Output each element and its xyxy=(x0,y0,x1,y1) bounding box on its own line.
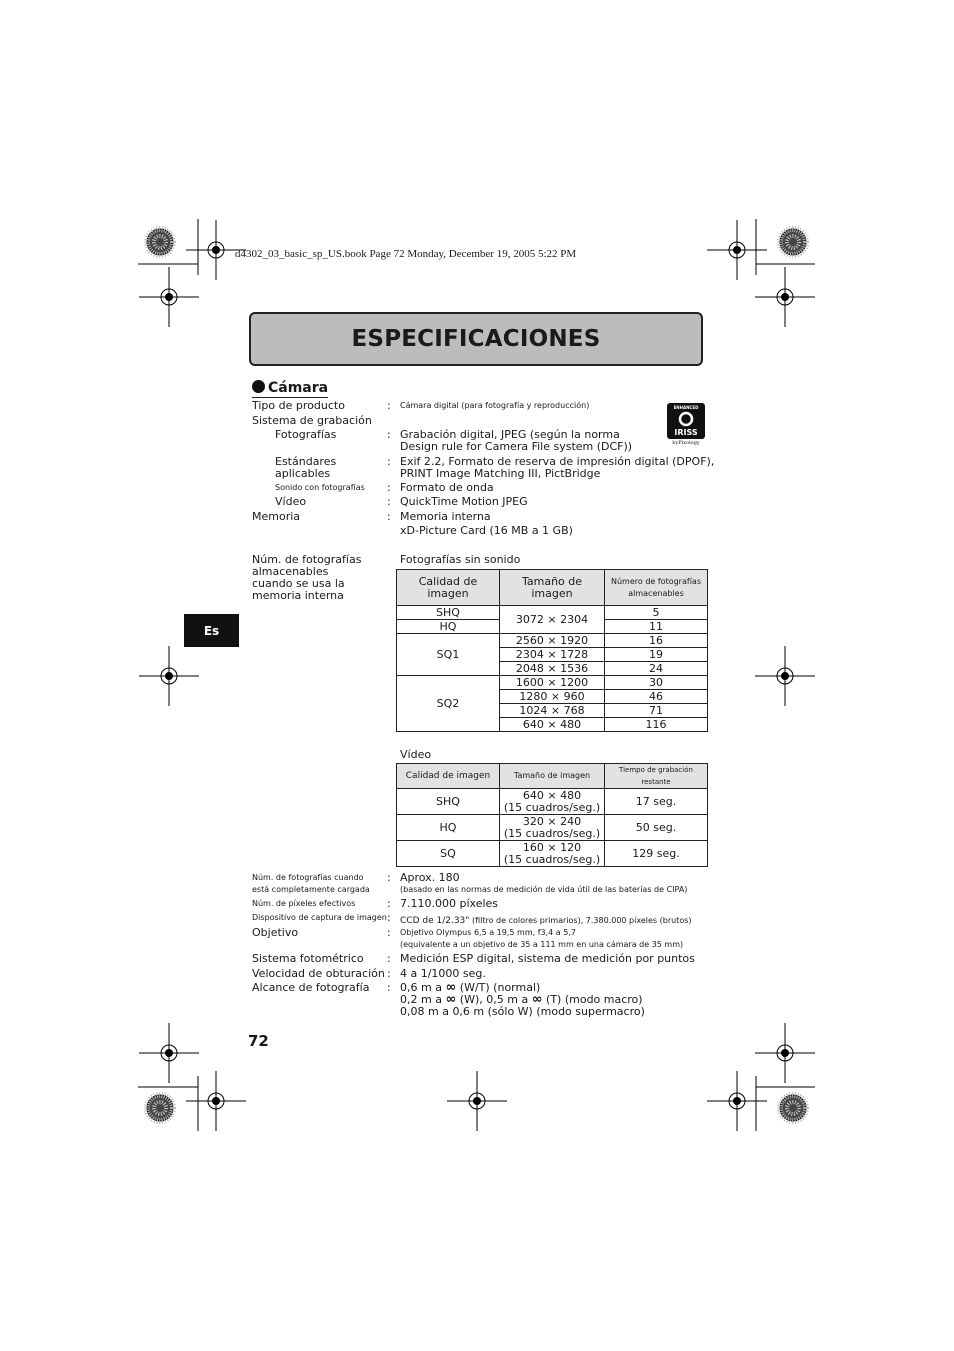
spec-label-memoria: Memoria xyxy=(252,510,301,523)
table-cell: SQ xyxy=(397,841,500,867)
spec-colon: : xyxy=(387,495,391,508)
table-cell: SQ2 xyxy=(397,676,500,732)
spec-colon: : xyxy=(387,428,391,441)
spec-value-alcance-3: 0,08 m a 0,6 m (sólo W) (modo supermacro) xyxy=(400,1005,645,1018)
spec-colon: : xyxy=(387,481,391,494)
spec-value-fotografias-2: Design rule for Camera File system (DCF)) xyxy=(400,440,633,453)
spec-value-estandares-2: PRINT Image Matching III, PictBridge xyxy=(400,467,601,480)
table-cell: 1600 × 1200 xyxy=(500,676,605,690)
iriss-logo xyxy=(667,403,705,445)
spec-label-objetivo: Objetivo xyxy=(252,926,299,939)
spec-colon: : xyxy=(387,510,391,523)
logo-brand-text: IRISS xyxy=(674,428,698,437)
table-header: Tamaño de imagen xyxy=(500,764,605,789)
table-cell: 30 xyxy=(605,676,708,690)
table-cell: 129 seg. xyxy=(605,841,708,867)
spec-value-velocidad: 4 a 1/1000 seg. xyxy=(400,967,486,980)
table-cell: 2048 × 1536 xyxy=(500,662,605,676)
page-number: 72 xyxy=(248,1032,269,1050)
infinity-icon: ∞ xyxy=(445,980,457,995)
photo-table-caption: Fotografías sin sonido xyxy=(400,553,521,566)
table-header: Tiempo de grabación restante xyxy=(605,764,708,789)
table-cell: SHQ xyxy=(397,606,500,620)
table-cell: 3072 × 2304 xyxy=(500,606,605,634)
spec-label-tipo: Tipo de producto xyxy=(252,399,345,412)
spec-value-bateria-1: Aprox. 180 xyxy=(400,871,460,884)
spec-value-ccd: CCD de 1/2.33" (filtro de colores primarios), 7.380.000 píxeles (brutos) xyxy=(400,916,692,926)
spec-label-alcance: Alcance de fotografía xyxy=(252,981,370,994)
table-cell: 16 xyxy=(605,634,708,648)
spec-label-video: Vídeo xyxy=(275,495,307,508)
page-title: ESPECIFICACIONES xyxy=(249,312,703,366)
table-cell: 2560 × 1920 xyxy=(500,634,605,648)
spec-label-fotografias: Fotografías xyxy=(275,428,337,441)
table-cell: 1024 × 768 xyxy=(500,704,605,718)
table-cell: 19 xyxy=(605,648,708,662)
table-cell: 50 seg. xyxy=(605,815,708,841)
spec-label-num-3: cuando se usa la xyxy=(252,577,345,590)
bullet-icon xyxy=(252,380,265,393)
spec-value-memoria-1: Memoria interna xyxy=(400,510,491,523)
table-cell: 11 xyxy=(605,620,708,634)
section-heading xyxy=(252,380,328,398)
spec-colon: : xyxy=(387,455,391,468)
table-cell: HQ xyxy=(397,815,500,841)
table-cell: 17 seg. xyxy=(605,789,708,815)
table-cell: 71 xyxy=(605,704,708,718)
spec-value-fotometrico: Medición ESP digital, sistema de medición por puntos xyxy=(400,952,695,965)
table-cell: 1280 × 960 xyxy=(500,690,605,704)
spec-colon: : xyxy=(387,981,391,994)
section-title: Cámara xyxy=(268,380,329,396)
spec-label-ccd: Dispositivo de captura de imagen xyxy=(252,913,387,922)
spec-value-bateria-2: (basado en las normas de medición de vida útil de las baterías de CIPA) xyxy=(400,885,688,894)
table-cell: 320 × 240 (15 cuadros/seg.) xyxy=(500,815,605,841)
logo-top-text: ENHANCED xyxy=(673,405,699,410)
spec-label-fotometrico: Sistema fotométrico xyxy=(252,952,364,965)
spec-value-memoria-2: xD-Picture Card (16 MB a 1 GB) xyxy=(400,524,573,537)
table-cell: 2304 × 1728 xyxy=(500,648,605,662)
table-header: Calidad de imagen xyxy=(397,764,500,789)
spec-value-alcance-1: 0,6 m a ∞ (W/T) (normal) xyxy=(400,980,541,995)
spec-label-sistema: Sistema de grabación xyxy=(252,414,372,427)
spec-label-estandares-1: Estándares xyxy=(275,455,337,468)
table-cell: 46 xyxy=(605,690,708,704)
table-cell: SHQ xyxy=(397,789,500,815)
infinity-icon: ∞ xyxy=(445,992,457,1007)
table-header: Calidad de imagen xyxy=(397,570,500,606)
spec-colon: : xyxy=(387,926,391,939)
spec-colon: : xyxy=(387,871,391,884)
spec-value-sonido: Formato de onda xyxy=(400,481,494,494)
spec-colon: : xyxy=(387,897,391,910)
spec-colon: : xyxy=(387,399,391,412)
spec-colon: : xyxy=(387,911,391,924)
table-cell: 160 × 120 (15 cuadros/seg.) xyxy=(500,841,605,867)
spec-label-num-4: memoria interna xyxy=(252,589,344,602)
spec-value-tipo: Cámara digital (para fotografía y reproducción) xyxy=(400,401,590,410)
spec-value-video: QuickTime Motion JPEG xyxy=(400,495,528,508)
table-cell: HQ xyxy=(397,620,500,634)
spec-label-num-1: Núm. de fotografías xyxy=(252,553,362,566)
book-header: d4302_03_basic_sp_US.book Page 72 Monday, December 19, 2005 5:22 PM xyxy=(235,248,577,260)
spec-value-objetivo-2: (equivalente a un objetivo de 35 a 111 mm en una cámara de 35 mm) xyxy=(400,940,684,949)
language-tab: Es xyxy=(184,614,239,647)
spec-label-estandares-2: aplicables xyxy=(275,467,331,480)
table-cell: 5 xyxy=(605,606,708,620)
infinity-icon: ∞ xyxy=(531,992,543,1007)
table-cell: 116 xyxy=(605,718,708,732)
table-cell: SQ1 xyxy=(397,634,500,676)
spec-colon: : xyxy=(387,967,391,980)
video-table-caption: Vídeo xyxy=(400,748,432,761)
table-header: Número de fotografías almacenables xyxy=(605,570,708,606)
logo-by-text: byPixology xyxy=(672,440,700,445)
spec-value-estandares-1: Exif 2.2, Formato de reserva de impresión digital (DPOF), xyxy=(400,455,715,468)
spec-label-velocidad: Velocidad de obturación xyxy=(252,967,385,980)
table-cell: 640 × 480 (15 cuadros/seg.) xyxy=(500,789,605,815)
spec-value-alcance-2: 0,2 m a ∞ (W), 0,5 m a ∞ (T) (modo macro) xyxy=(400,992,643,1007)
spec-value-fotografias-1: Grabación digital, JPEG (según la norma xyxy=(400,428,620,441)
spec-label-sonido: Sonido con fotografías xyxy=(275,483,365,492)
table-cell: 640 × 480 xyxy=(500,718,605,732)
spec-value-pixeles: 7.110.000 píxeles xyxy=(400,897,499,910)
spec-label-num-2: almacenables xyxy=(252,565,329,578)
spec-label-bateria-1: Núm. de fotografías cuando xyxy=(252,873,364,882)
spec-value-objetivo-1: Objetivo Olympus 6,5 a 19,5 mm, f3,4 a 5,7 xyxy=(400,928,576,937)
photo-table xyxy=(396,569,708,732)
video-table xyxy=(396,763,708,867)
spec-label-bateria-2: está completamente cargada xyxy=(252,885,370,894)
table-header: Tamaño de imagen xyxy=(500,570,605,606)
spec-colon: : xyxy=(387,952,391,965)
spec-label-pixeles: Núm. de píxeles efectivos xyxy=(252,899,356,908)
table-cell: 24 xyxy=(605,662,708,676)
